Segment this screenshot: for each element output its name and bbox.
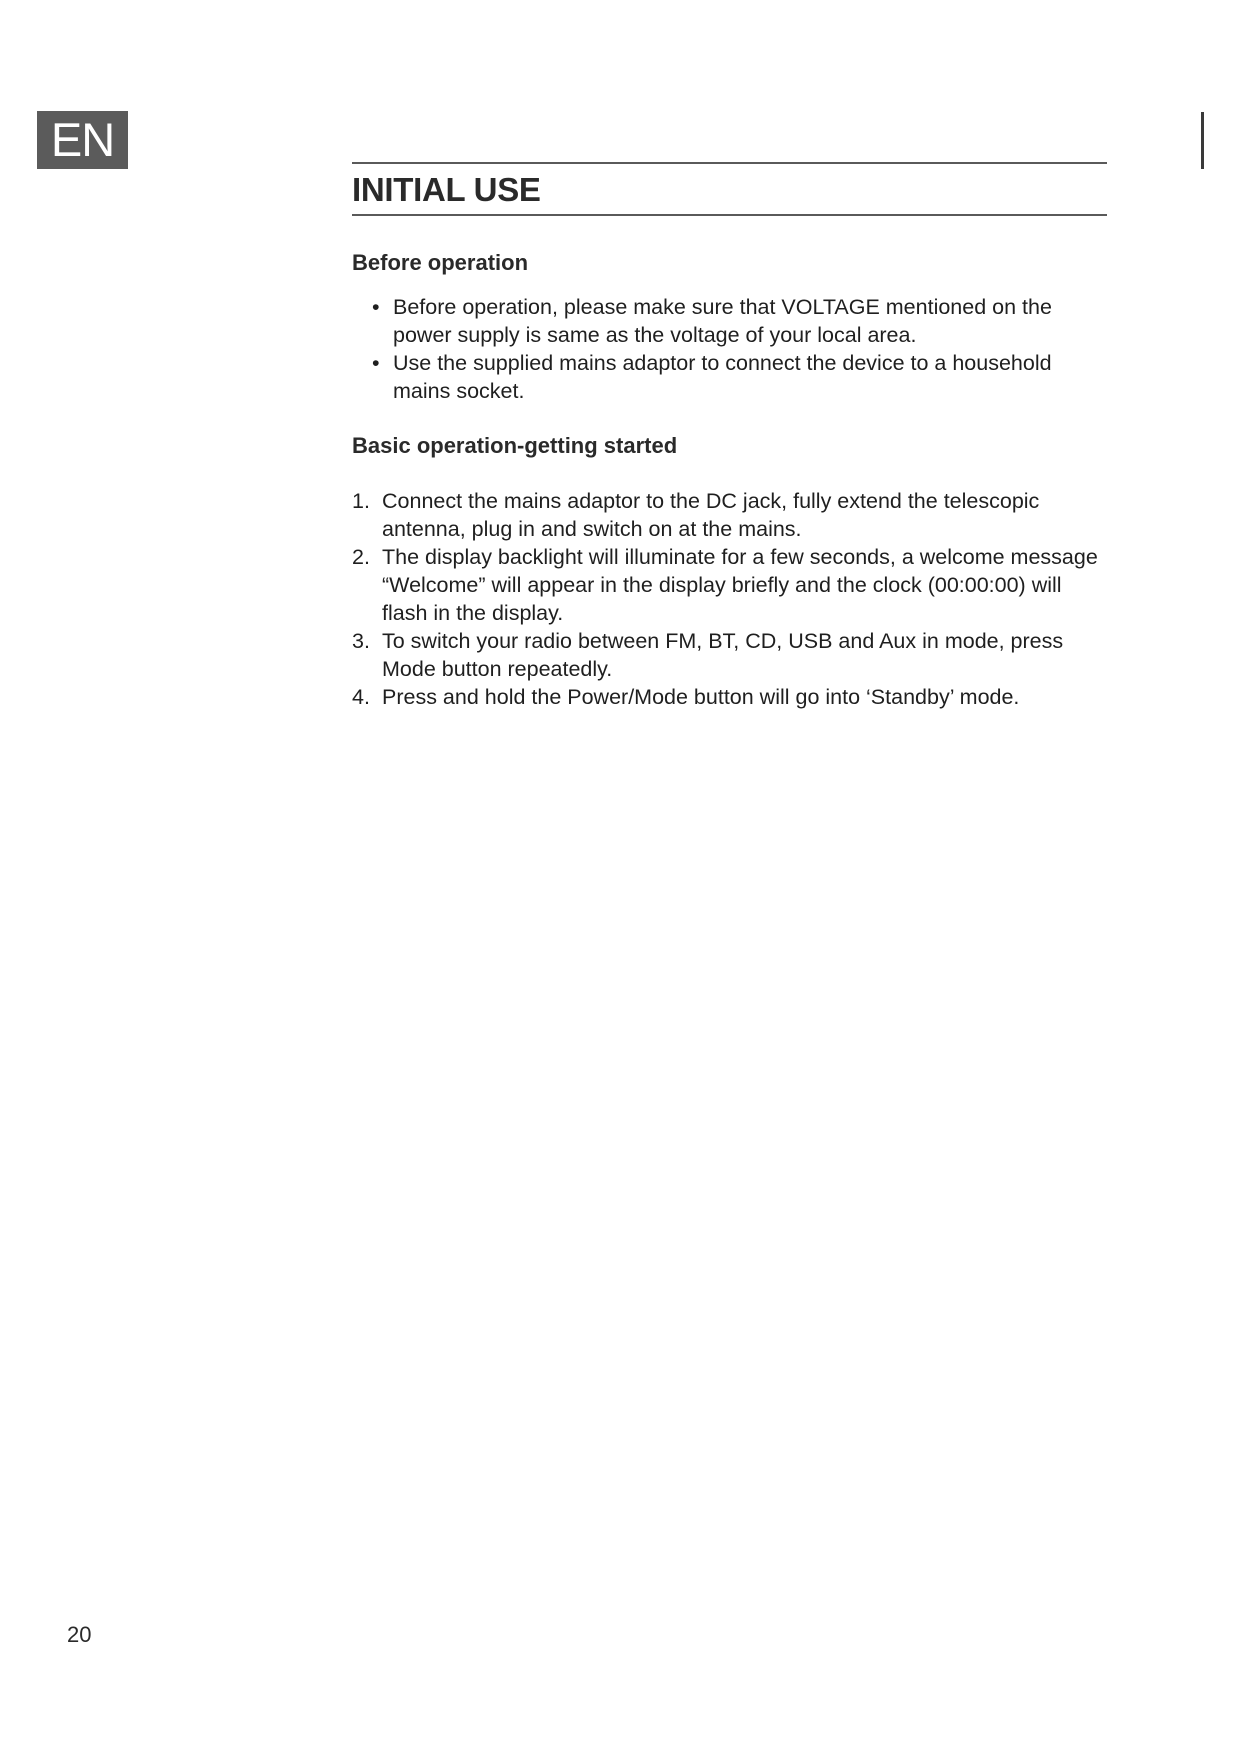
list-item-text: Use the supplied mains adaptor to connect the device to a household mains socket. bbox=[393, 351, 1052, 403]
step-item bbox=[352, 487, 1107, 543]
step-text: The display backlight will illuminate for a few seconds, a welcome message “Welcome” will appear in the display briefly and the clock (00:00:00) will flash in the display. bbox=[382, 545, 1098, 625]
step-item bbox=[352, 627, 1107, 683]
list-item-text: Before operation, please make sure that VOLTAGE mentioned on the power supply is same as the voltage of your local area. bbox=[393, 295, 1052, 347]
step-text: Press and hold the Power/Mode button will go into ‘Standby’ mode. bbox=[382, 685, 1020, 709]
page-content bbox=[352, 162, 1107, 711]
step-number: 1. bbox=[352, 489, 370, 513]
before-operation-list bbox=[352, 293, 1107, 405]
bullet-marker: • bbox=[372, 295, 380, 319]
crop-mark bbox=[1201, 112, 1204, 169]
list-item bbox=[352, 293, 1107, 349]
section-heading-before-operation: Before operation bbox=[352, 250, 529, 275]
step-number: 4. bbox=[352, 685, 370, 709]
section-heading-basic-operation: Basic operation-getting started bbox=[352, 433, 678, 458]
list-item bbox=[352, 349, 1107, 405]
page-number: 20 bbox=[67, 1622, 92, 1647]
step-text: Connect the mains adaptor to the DC jack, fully extend the telescopic antenna, plug in and switch on at the mains. bbox=[382, 489, 1040, 541]
bullet-marker: • bbox=[372, 351, 380, 375]
step-item bbox=[352, 543, 1107, 627]
step-number: 2. bbox=[352, 545, 370, 569]
basic-operation-steps bbox=[352, 487, 1107, 711]
step-text: To switch your radio between FM, BT, CD, USB and Aux in mode, press Mode button repeatedly. bbox=[382, 629, 1064, 681]
step-number: 3. bbox=[352, 629, 370, 653]
language-tab: EN bbox=[37, 111, 128, 169]
step-item bbox=[352, 683, 1107, 711]
title-block bbox=[352, 162, 1107, 216]
page-title: INITIAL USE bbox=[352, 171, 541, 208]
